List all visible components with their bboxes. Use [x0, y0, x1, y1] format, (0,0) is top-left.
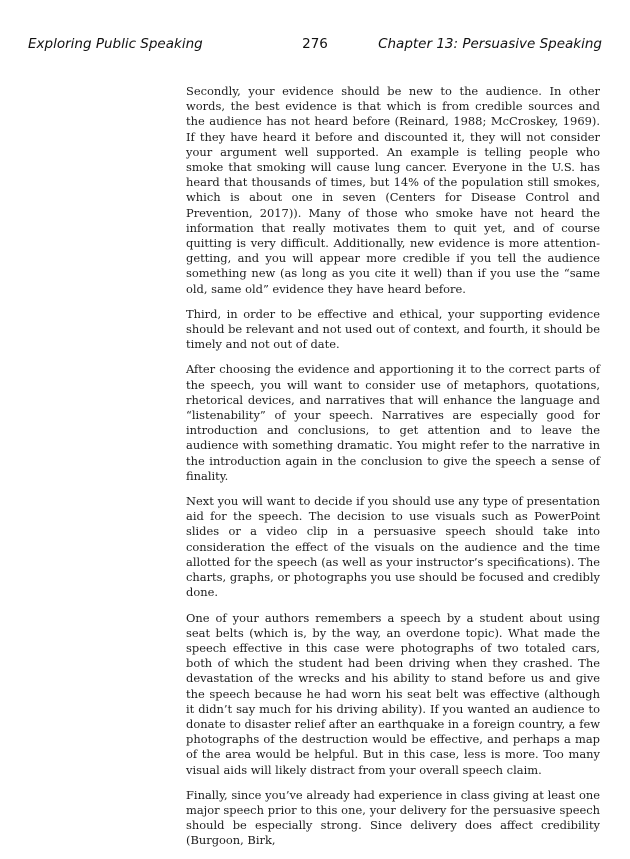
page-number: 276: [302, 36, 328, 52]
page-body: [186, 84, 600, 859]
paragraph-evidence-relevant: Third, in order to be effective and ethical, your supporting evidence should be relevant and not used out of context, and fourth, it should be timely and not out of date.: [186, 306, 600, 352]
paragraph-presentation-aid: Next you will want to decide if you should use any type of presentation aid for the speech. The decision to use visuals such as PowerPoint slides or a video clip in a persuasive speech should take into consideration the effect of the visuals on the audience and the time allotted for the speech (as well as your instructor’s specifications). The charts, graphs, or photographs you use should be focused and credibly done.: [186, 494, 600, 600]
book-title: Exploring Public Speaking: [28, 36, 203, 52]
paragraph-narratives: After choosing the evidence and apportioning it to the correct parts of the speech, you will want to consider use of metaphors, quotations, rhetorical devices, and narratives that will enhance the language and “listenability” of your speech. Narratives are especially good for introduction and conclusions, to get attention and to leave the audience with something dramatic. You might refer to the narrative in the introduction again in the conclusion to give the speech a sense of finality.: [186, 362, 600, 483]
chapter-title: Chapter 13: Persuasive Speaking: [378, 36, 602, 52]
paragraph-delivery: Finally, since you’ve already had experience in class giving at least one major speech prior to this one, your delivery for the persuasive speech should be especially strong. Since delivery does affect credibility (Burgoon, Birk,: [186, 787, 600, 848]
page-header: [28, 36, 602, 56]
paragraph-seat-belt-example: One of your authors remembers a speech by a student about using seat belts (which is, by the way, an overdone topic). What made the speech effective in this case were photographs of two totaled cars, both of which the student had been driving when they crashed. The devastation of the wrecks and his ability to stand before us and give the speech because he had worn his seat belt was effective (although it didn’t say much for his driving ability). If you wanted an audience to donate to disaster relief after an earthquake in a foreign country, a few photographs of the destruction would be effective, and perhaps a map of the area would be helpful. But in this case, less is more. Too many visual aids will likely distract from your overall speech claim.: [186, 610, 600, 777]
paragraph-evidence-new: Secondly, your evidence should be new to the audience. In other words, the best evidence is that which is from credible sources and the audience has not heard before (Reinard, 1988; McCroskey, 1969). If they have heard it before and discounted it, they will not consider your argument well supported. An example is telling people who smoke that smoking will cause lung cancer. Everyone in the U.S. has heard that thousands of times, but 14% of the population still smokes, which is about one in seven (Centers for Disease Control and Prevention, 2017)). Many of those who smoke have not heard the information that really motivates them to quit yet, and of course quitting is very difficult. Additionally, new evidence is more attention-getting, and you will appear more credible if you tell the audience something new (as long as you cite it well) than if you use the “same old, same old” evidence they have heard before.: [186, 84, 600, 296]
